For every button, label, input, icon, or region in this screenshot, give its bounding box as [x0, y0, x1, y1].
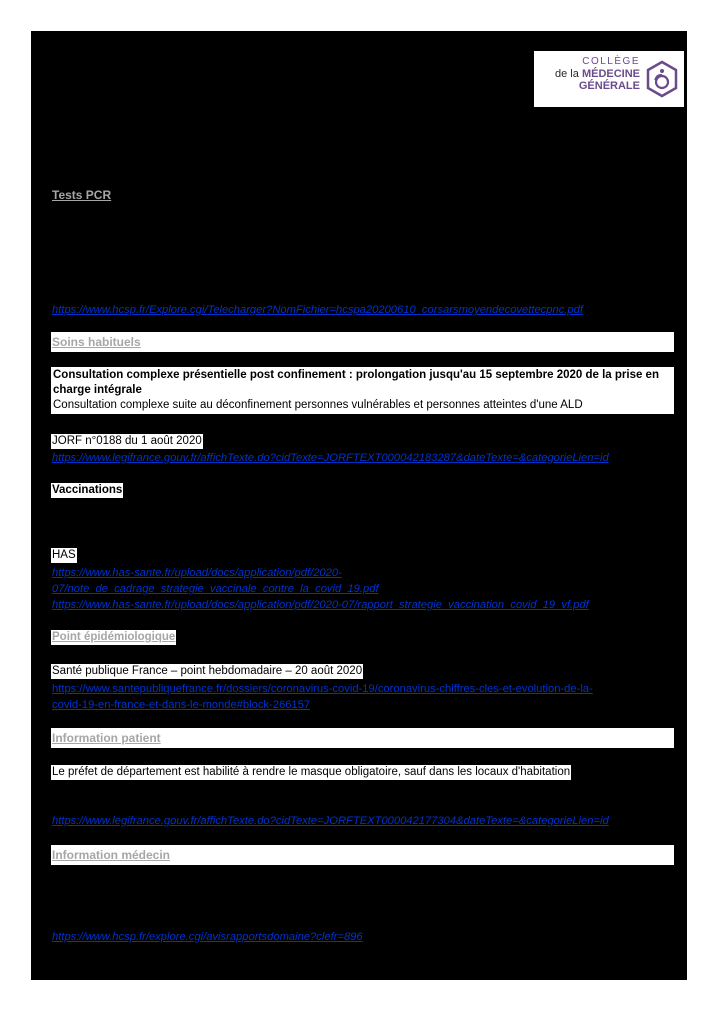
section-vaccinations: Vaccinations — [52, 484, 123, 496]
prefet-link[interactable]: https://www.legifrance.gouv.fr/affichTexte.do?cidTexte=JORFTEXT000042177304&dateTexte=&categorieLien=id — [52, 815, 609, 827]
jorf-link[interactable]: https://www.legifrance.gouv.fr/affichTexte.do?cidTexte=JORFTEXT000042183287&dateTexte=&categorieLien=id — [52, 452, 609, 464]
soins-title: Consultation complexe présentielle post confinement : prolongation jusqu'au 15 septembre 2020 de la prise en charge intégrale — [53, 369, 659, 396]
section-soins-habituels: Soins habituels — [52, 335, 141, 349]
spf-reference: Santé publique France – point hebdomadaire – 20 août 2020 — [52, 665, 363, 677]
has-label: HAS — [52, 549, 76, 561]
has-link-1a[interactable]: https://www.has-sante.fr/upload/docs/application/pdf/2020- — [52, 567, 342, 579]
logo-text — [555, 56, 640, 92]
logo-line-2a: de la — [555, 68, 579, 80]
soins-text-block — [51, 367, 674, 414]
document-page — [31, 31, 687, 980]
spf-link-b[interactable]: covid-19-en-france-et-dans-le-monde#block-266157 — [52, 699, 311, 711]
soins-description: Consultation complexe suite au déconfinement personnes vulnérables et personnes atteintes d'une ALD — [53, 399, 583, 411]
tests-pcr-link[interactable]: https://www.hcsp.fr/Explore.cgi/Telecharger?NomFichier=hcspa20200610_corsarsmoyendecovettecpnc.pdf — [52, 304, 583, 316]
prefet-text: Le préfet de département est habilité à rendre le masque obligatoire, sauf dans les locaux d'habitation — [52, 766, 571, 778]
medecin-link[interactable]: https://www.hcsp.fr/explore.cgi/avisrapportsdomaine?clefr=896 — [52, 931, 363, 943]
soins-habituels-bar — [51, 332, 674, 352]
section-tests-pcr: Tests PCR — [52, 188, 112, 202]
logo-line-3: GÉNÉRALE — [578, 80, 640, 92]
section-information-medecin: Information médecin — [52, 848, 171, 862]
information-patient-bar — [51, 728, 674, 748]
logo-line-1: COLLÈGE — [582, 56, 640, 67]
information-medecin-bar — [51, 845, 674, 865]
spf-link-a[interactable]: https://www.santepubliquefrance.fr/dossiers/coronavirus-covid-19/coronavirus-chiffres-cles-et-evolution-de-la- — [52, 683, 593, 695]
college-medecine-generale-logo — [534, 51, 684, 107]
has-link-1b[interactable]: 07/note_de_cadrage_strategie_vaccinale_contre_la_covid_19.pdf — [52, 583, 379, 595]
logo-hexagon-icon — [645, 60, 679, 98]
logo-line-2b: MÉDECINE — [581, 68, 640, 80]
jorf-reference: JORF n°0188 du 1 août 2020 — [52, 435, 202, 447]
section-information-patient: Information patient — [52, 731, 161, 745]
logo-line-2 — [555, 68, 640, 80]
has-link-2[interactable]: https://www.has-sante.fr/upload/docs/application/pdf/2020-07/rapport_strategie_vaccination_covid_19_vf.pdf — [52, 599, 589, 611]
section-point-epidemiologique: Point épidémiologique — [52, 631, 176, 643]
